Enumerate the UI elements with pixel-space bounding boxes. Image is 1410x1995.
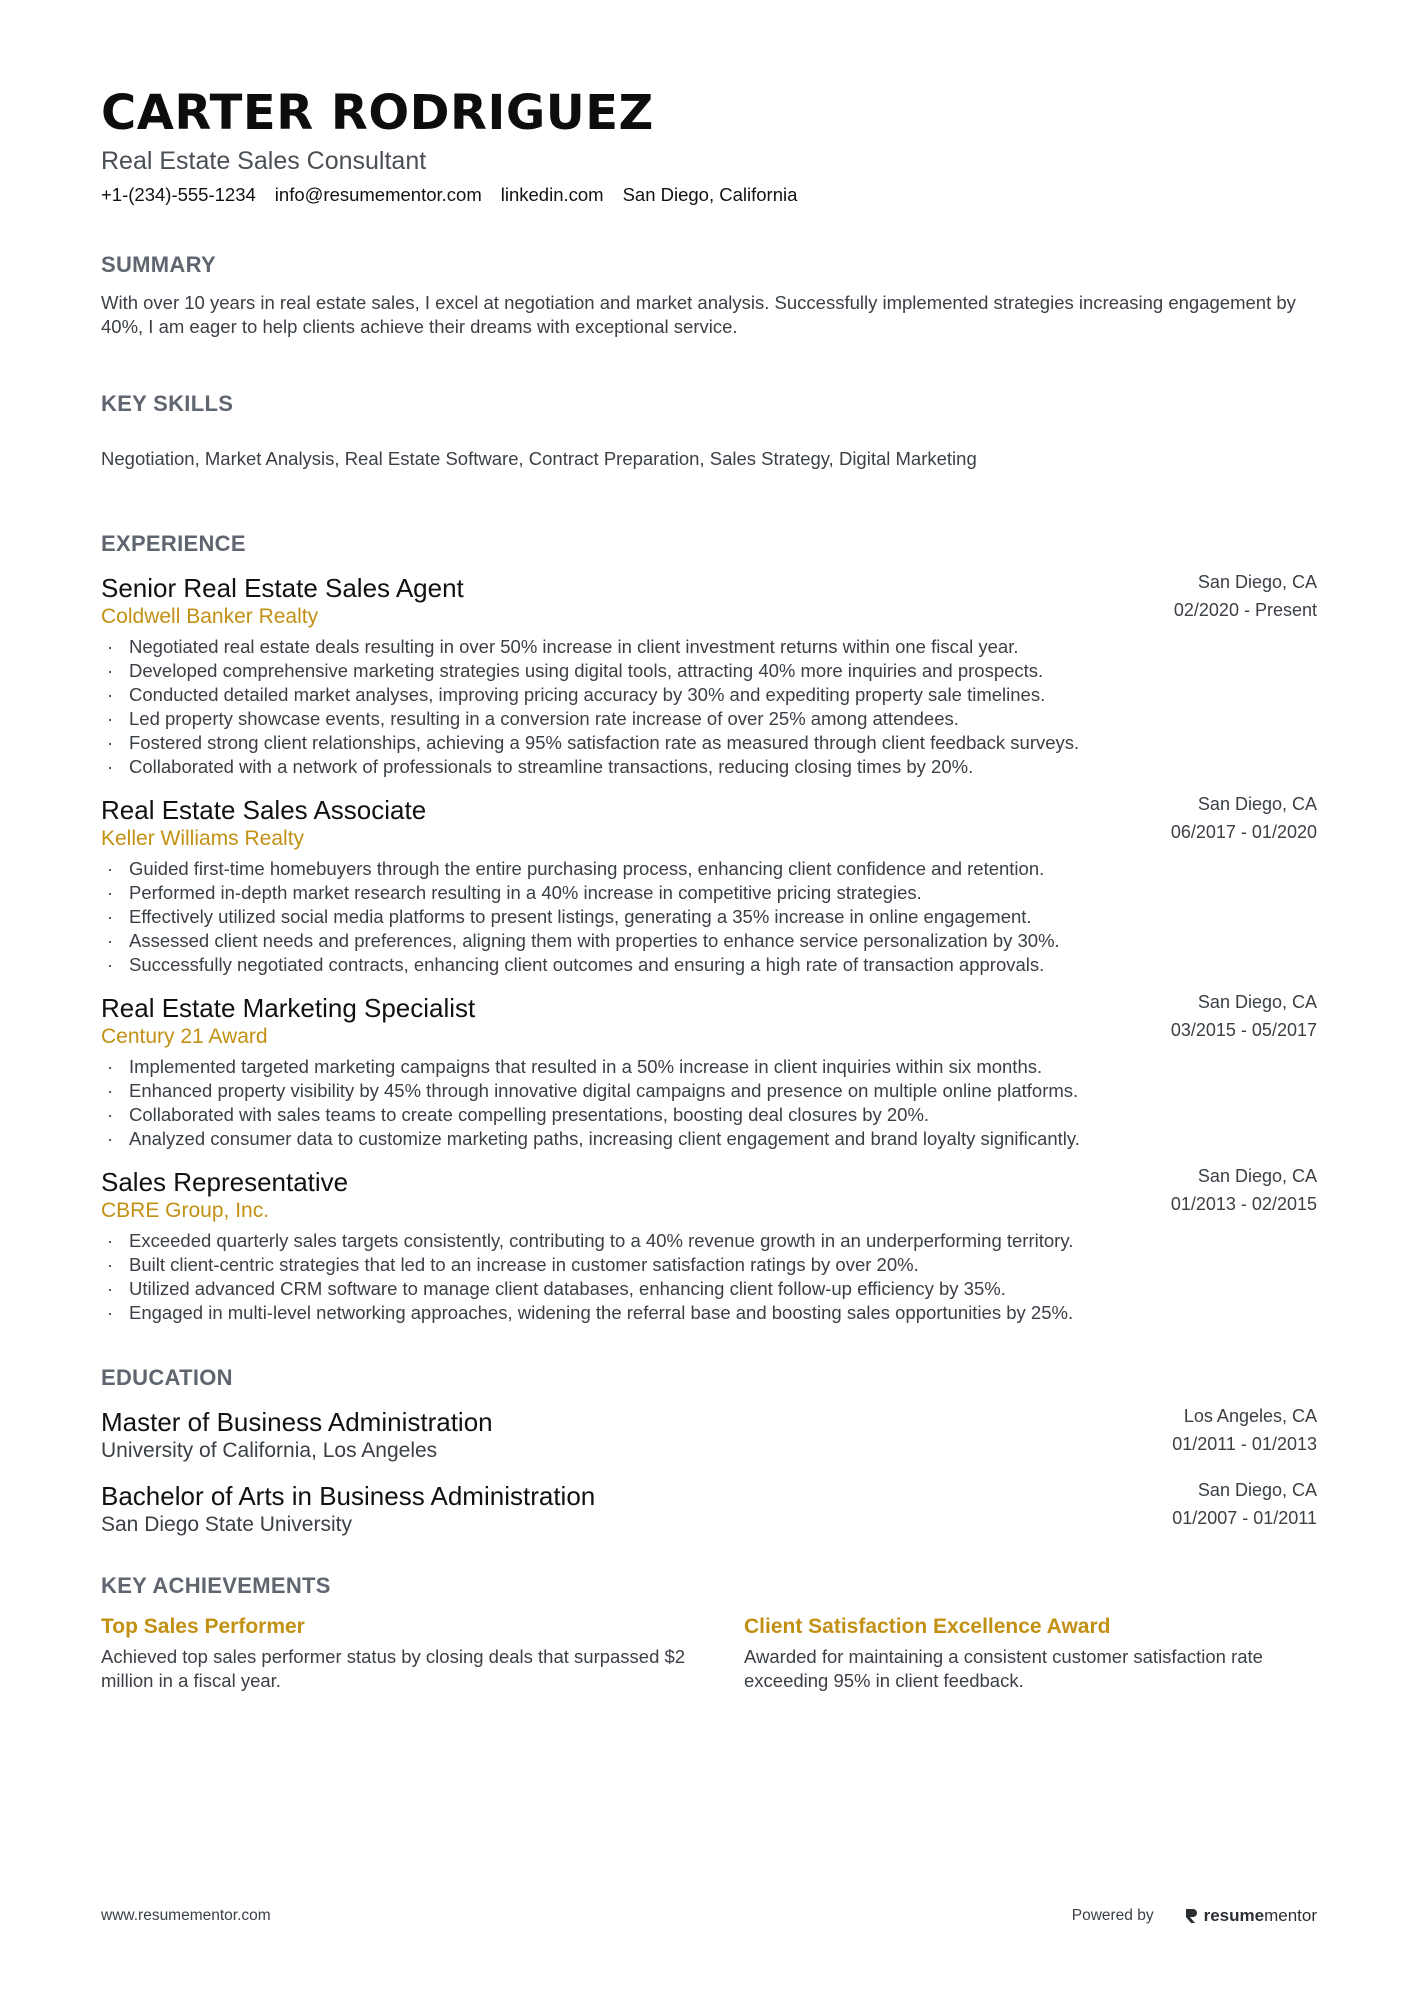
school-name: San Diego State University bbox=[101, 1513, 352, 1536]
bullet-item: · Developed comprehensive marketing strategies using digital tools, attracting 40% more inquiries and prospects. bbox=[101, 659, 1317, 683]
education-location: Los Angeles, CA bbox=[1183, 1406, 1317, 1426]
skills-text: Negotiation, Market Analysis, Real Estate Software, Contract Preparation, Sales Strategy, Digital Marketing bbox=[101, 448, 977, 469]
resume-content bbox=[101, 84, 1317, 1693]
company-name: Century 21 Award bbox=[101, 1025, 268, 1048]
bullet-item: · Conducted detailed market analyses, improving pricing accuracy by 30% and expediting property sale timelines. bbox=[101, 683, 1317, 707]
experience-section bbox=[101, 531, 1317, 1325]
summary-text: With over 10 years in real estate sales, I excel at negotiation and market analysis. Successfully implemented strategies increasing engagement by 40%, I am eager to help clients achieve their dreams with exceptional service. bbox=[101, 292, 1296, 337]
job-bullets bbox=[101, 1229, 1317, 1325]
section-heading: SUMMARY bbox=[101, 252, 216, 277]
brand-text-light: mentor bbox=[1264, 1906, 1317, 1925]
company-name: CBRE Group, Inc. bbox=[101, 1199, 270, 1222]
achievement-item bbox=[101, 1613, 689, 1693]
contact-info bbox=[101, 182, 1317, 208]
achievement-description: Awarded for maintaining a consistent customer satisfaction rate exceeding 95% in client feedback. bbox=[744, 1646, 1263, 1691]
education-entry bbox=[101, 1407, 1317, 1465]
company-name: Keller Williams Realty bbox=[101, 827, 305, 850]
bullet-item: · Built client-centric strategies that led to an increase in customer satisfaction ratings by over 20%. bbox=[101, 1253, 1317, 1277]
section-heading: KEY ACHIEVEMENTS bbox=[101, 1573, 331, 1598]
job-location: San Diego, CA bbox=[1197, 794, 1317, 814]
bullet-item: · Guided first-time homebuyers through the entire purchasing process, enhancing client confidence and retention. bbox=[101, 857, 1317, 881]
bullet-item: · Exceeded quarterly sales targets consistently, contributing to a 40% revenue growth in an underperforming territory. bbox=[101, 1229, 1317, 1253]
bullet-item: · Collaborated with a network of professionals to streamline transactions, reducing closing times by 20%. bbox=[101, 755, 1317, 779]
education-entry bbox=[101, 1481, 1317, 1539]
page-footer bbox=[101, 1906, 1317, 1926]
job-entry bbox=[101, 795, 1317, 977]
email[interactable]: info@resumementor.com bbox=[274, 184, 482, 205]
job-entry bbox=[101, 1167, 1317, 1325]
job-position: Senior Real Estate Sales Agent bbox=[101, 573, 464, 603]
job-header bbox=[101, 573, 1317, 631]
skills-section bbox=[101, 391, 1317, 471]
job-position: Real Estate Marketing Specialist bbox=[101, 993, 476, 1023]
resumementor-logo-icon bbox=[1184, 1907, 1198, 1925]
job-location: San Diego, CA bbox=[1197, 572, 1317, 592]
job-entry bbox=[101, 993, 1317, 1151]
bullet-item: · Analyzed consumer data to customize marketing paths, increasing client engagement and brand loyalty significantly. bbox=[101, 1127, 1317, 1151]
job-location: San Diego, CA bbox=[1197, 1166, 1317, 1186]
company-name: Coldwell Banker Realty bbox=[101, 605, 319, 628]
education-dates: 01/2007 - 01/2011 bbox=[1172, 1508, 1317, 1528]
bullet-item: · Successfully negotiated contracts, enhancing client outcomes and ensuring a high rate of transaction approvals. bbox=[101, 953, 1317, 977]
job-entry bbox=[101, 573, 1317, 779]
education-location: San Diego, CA bbox=[1197, 1480, 1317, 1500]
job-header bbox=[101, 993, 1317, 1051]
job-position: Sales Representative bbox=[101, 1167, 349, 1197]
job-location: San Diego, CA bbox=[1197, 992, 1317, 1012]
bullet-item: · Performed in-depth market research resulting in a 40% increase in competitive pricing strategies. bbox=[101, 881, 1317, 905]
job-bullets bbox=[101, 635, 1317, 779]
job-title: Real Estate Sales Consultant bbox=[101, 147, 427, 175]
section-heading: EXPERIENCE bbox=[101, 531, 246, 556]
bullet-item: · Negotiated real estate deals resulting in over 50% increase in client investment returns within one fiscal year. bbox=[101, 635, 1317, 659]
achievement-title: Client Satisfaction Excellence Award bbox=[744, 1615, 1111, 1638]
school-name: University of California, Los Angeles bbox=[101, 1439, 438, 1462]
job-dates: 03/2015 - 05/2017 bbox=[1170, 1020, 1317, 1040]
bullet-item: · Utilized advanced CRM software to manage client databases, enhancing client follow-up efficiency by 35%. bbox=[101, 1277, 1317, 1301]
linkedin-link[interactable]: linkedin.com bbox=[500, 184, 604, 205]
degree: Master of Business Administration bbox=[101, 1407, 493, 1437]
phone: +1-(234)-555-1234 bbox=[101, 184, 256, 205]
bullet-item: · Collaborated with sales teams to create compelling presentations, boosting deal closures by 20%. bbox=[101, 1103, 1317, 1127]
job-header bbox=[101, 1167, 1317, 1225]
education-dates: 01/2011 - 01/2013 bbox=[1172, 1434, 1317, 1454]
education-section bbox=[101, 1365, 1317, 1539]
section-heading: KEY SKILLS bbox=[101, 391, 234, 416]
summary-section bbox=[101, 252, 1317, 339]
bullet-item: · Effectively utilized social media platforms to present listings, generating a 35% increase in online engagement. bbox=[101, 905, 1317, 929]
location: San Diego, California bbox=[622, 184, 798, 205]
powered-by-label: Powered by bbox=[1071, 1907, 1154, 1924]
job-dates: 01/2013 - 02/2015 bbox=[1170, 1194, 1317, 1214]
footer-brand-area bbox=[1072, 1906, 1317, 1926]
job-header bbox=[101, 795, 1317, 853]
section-heading: EDUCATION bbox=[101, 1365, 233, 1390]
bullet-item: · Engaged in multi-level networking approaches, widening the referral base and boosting sales opportunities by 25%. bbox=[101, 1301, 1317, 1325]
job-dates: 02/2020 - Present bbox=[1173, 600, 1317, 620]
brand-text-bold: resume bbox=[1203, 1906, 1265, 1925]
achievements-section bbox=[101, 1573, 1317, 1693]
bullet-item: · Led property showcase events, resulting in a conversion rate increase of over 25% among attendees. bbox=[101, 707, 1317, 731]
job-position: Real Estate Sales Associate bbox=[101, 795, 427, 825]
candidate-name: CARTER RODRIGUEZ bbox=[101, 85, 654, 141]
bullet-item: · Implemented targeted marketing campaigns that resulted in a 50% increase in client inquiries within six months. bbox=[101, 1055, 1317, 1079]
achievement-title: Top Sales Performer bbox=[101, 1615, 305, 1638]
degree: Bachelor of Arts in Business Administration bbox=[101, 1481, 596, 1511]
resume-header bbox=[101, 84, 1317, 208]
job-bullets bbox=[101, 1055, 1317, 1151]
bullet-item: · Fostered strong client relationships, achieving a 95% satisfaction rate as measured through client feedback surveys. bbox=[101, 731, 1317, 755]
job-dates: 06/2017 - 01/2020 bbox=[1170, 822, 1317, 842]
job-bullets bbox=[101, 857, 1317, 977]
resumementor-logo[interactable] bbox=[1184, 1906, 1317, 1926]
achievement-description: Achieved top sales performer status by closing deals that surpassed $2 million in a fiscal year. bbox=[101, 1646, 686, 1691]
bullet-item: · Enhanced property visibility by 45% through innovative digital campaigns and presence on multiple online platforms. bbox=[101, 1079, 1317, 1103]
bullet-item: · Assessed client needs and preferences, aligning them with properties to enhance service personalization by 30%. bbox=[101, 929, 1317, 953]
achievement-item bbox=[729, 1613, 1317, 1693]
website-link[interactable]: www.resumementor.com bbox=[101, 1907, 271, 1924]
achievements-grid bbox=[101, 1613, 1317, 1693]
